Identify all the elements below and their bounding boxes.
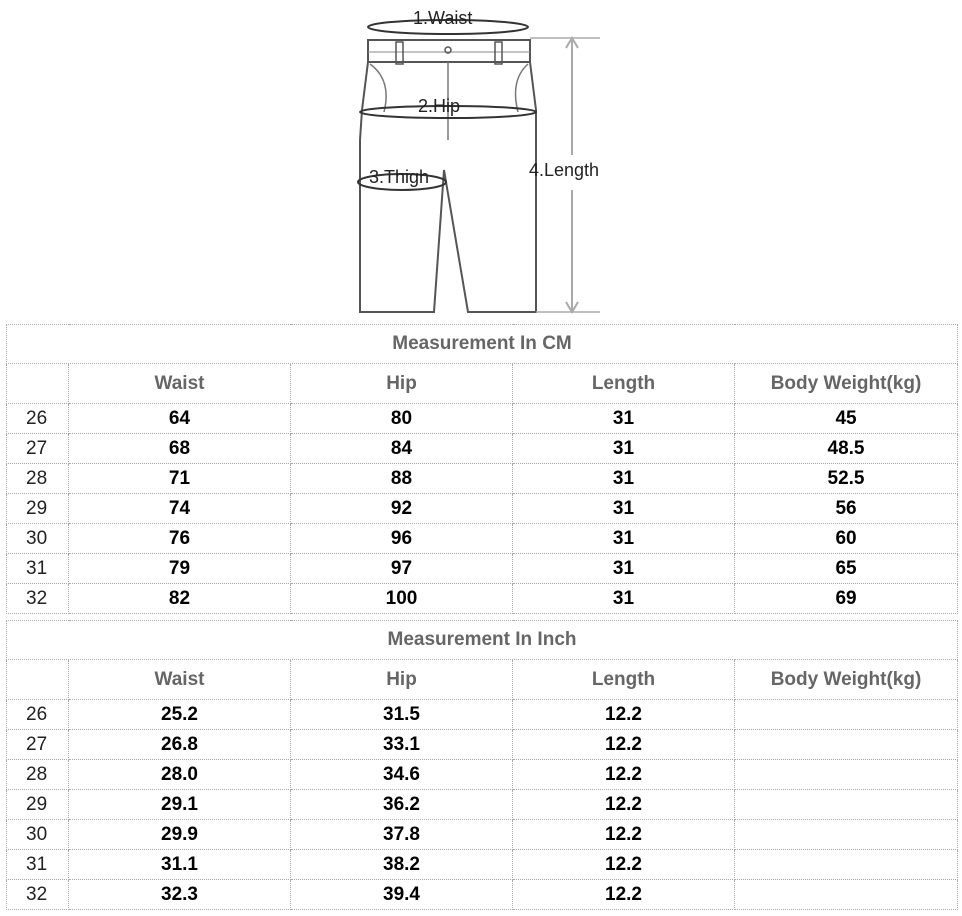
- waist-cell: 71: [69, 464, 291, 494]
- size-cell: 31: [7, 554, 69, 584]
- table-row: [7, 494, 958, 524]
- table-row: [7, 434, 958, 464]
- hip-cell: 80: [291, 404, 513, 434]
- length-cell: 31: [513, 554, 735, 584]
- table-row: [7, 464, 958, 494]
- hip-cell: 37.8: [291, 820, 513, 850]
- length-cell: 31: [513, 464, 735, 494]
- waist-cell: 32.3: [69, 880, 291, 910]
- column-header-size: [7, 364, 69, 404]
- body-weight-cell: [735, 880, 958, 910]
- body-weight-cell: 52.5: [735, 464, 958, 494]
- body-weight-cell: 56: [735, 494, 958, 524]
- waist-cell: 64: [69, 404, 291, 434]
- table-header-row: [7, 364, 958, 404]
- waist-cell: 74: [69, 494, 291, 524]
- size-cell: 29: [7, 790, 69, 820]
- table-row: [7, 554, 958, 584]
- thigh-label: 3.Thigh: [369, 167, 430, 187]
- body-weight-cell: [735, 790, 958, 820]
- column-header-length: Length: [513, 364, 735, 404]
- table-row: [7, 404, 958, 434]
- column-header-length: Length: [513, 660, 735, 700]
- waist-cell: 79: [69, 554, 291, 584]
- waist-label: 1.Waist: [413, 8, 473, 28]
- column-header-body-weight: Body Weight(kg): [735, 660, 958, 700]
- table-row: [7, 820, 958, 850]
- hip-cell: 92: [291, 494, 513, 524]
- hip-cell: 88: [291, 464, 513, 494]
- size-cell: 30: [7, 524, 69, 554]
- length-cell: 12.2: [513, 700, 735, 730]
- inch-measurement-table: [6, 620, 958, 910]
- size-cell: 27: [7, 730, 69, 760]
- hip-cell: 38.2: [291, 850, 513, 880]
- body-weight-cell: 60: [735, 524, 958, 554]
- length-cell: 12.2: [513, 820, 735, 850]
- table-title: Measurement In Inch: [7, 621, 958, 660]
- body-weight-cell: 69: [735, 584, 958, 614]
- hip-cell: 100: [291, 584, 513, 614]
- table-row: [7, 760, 958, 790]
- size-cell: 26: [7, 700, 69, 730]
- length-cell: 31: [513, 584, 735, 614]
- length-label: 4.Length: [529, 160, 600, 180]
- body-weight-cell: [735, 730, 958, 760]
- length-cell: 12.2: [513, 850, 735, 880]
- table-title: Measurement In CM: [7, 325, 958, 364]
- waist-cell: 82: [69, 584, 291, 614]
- waist-cell: 29.9: [69, 820, 291, 850]
- hip-label: 2.Hip: [418, 96, 461, 116]
- table-row: [7, 700, 958, 730]
- waist-cell: 76: [69, 524, 291, 554]
- body-weight-cell: 48.5: [735, 434, 958, 464]
- waist-cell: 28.0: [69, 760, 291, 790]
- waist-cell: 25.2: [69, 700, 291, 730]
- column-header-hip: Hip: [291, 660, 513, 700]
- column-header-size: [7, 660, 69, 700]
- table-row: [7, 880, 958, 910]
- size-cell: 27: [7, 434, 69, 464]
- table-title-row: [7, 325, 958, 364]
- body-weight-cell: 65: [735, 554, 958, 584]
- size-cell: 30: [7, 820, 69, 850]
- column-header-waist: Waist: [69, 660, 291, 700]
- body-weight-cell: [735, 700, 958, 730]
- table-title-row: [7, 621, 958, 660]
- column-header-waist: Waist: [69, 364, 291, 404]
- waist-cell: 31.1: [69, 850, 291, 880]
- body-weight-cell: [735, 820, 958, 850]
- table-row: [7, 850, 958, 880]
- table-row: [7, 730, 958, 760]
- length-cell: 31: [513, 404, 735, 434]
- body-weight-cell: [735, 760, 958, 790]
- length-cell: 12.2: [513, 790, 735, 820]
- table-row: [7, 790, 958, 820]
- length-cell: 12.2: [513, 760, 735, 790]
- hip-cell: 96: [291, 524, 513, 554]
- waist-cell: 29.1: [69, 790, 291, 820]
- length-cell: 31: [513, 524, 735, 554]
- hip-cell: 84: [291, 434, 513, 464]
- size-cell: 32: [7, 880, 69, 910]
- length-cell: 31: [513, 494, 735, 524]
- cm-measurement-table: [6, 324, 958, 614]
- hip-cell: 39.4: [291, 880, 513, 910]
- body-weight-cell: [735, 850, 958, 880]
- length-cell: 12.2: [513, 730, 735, 760]
- waist-cell: 26.8: [69, 730, 291, 760]
- table-header-row: [7, 660, 958, 700]
- body-weight-cell: 45: [735, 404, 958, 434]
- column-header-body-weight: Body Weight(kg): [735, 364, 958, 404]
- hip-cell: 34.6: [291, 760, 513, 790]
- size-cell: 28: [7, 464, 69, 494]
- hip-cell: 31.5: [291, 700, 513, 730]
- hip-cell: 36.2: [291, 790, 513, 820]
- hip-cell: 97: [291, 554, 513, 584]
- size-cell: 32: [7, 584, 69, 614]
- hip-cell: 33.1: [291, 730, 513, 760]
- length-cell: 31: [513, 434, 735, 464]
- table-row: [7, 584, 958, 614]
- waist-cell: 68: [69, 434, 291, 464]
- column-header-hip: Hip: [291, 364, 513, 404]
- length-cell: 12.2: [513, 880, 735, 910]
- size-cell: 29: [7, 494, 69, 524]
- shorts-measurement-diagram: [340, 0, 630, 320]
- size-cell: 26: [7, 404, 69, 434]
- size-cell: 28: [7, 760, 69, 790]
- table-row: [7, 524, 958, 554]
- size-cell: 31: [7, 850, 69, 880]
